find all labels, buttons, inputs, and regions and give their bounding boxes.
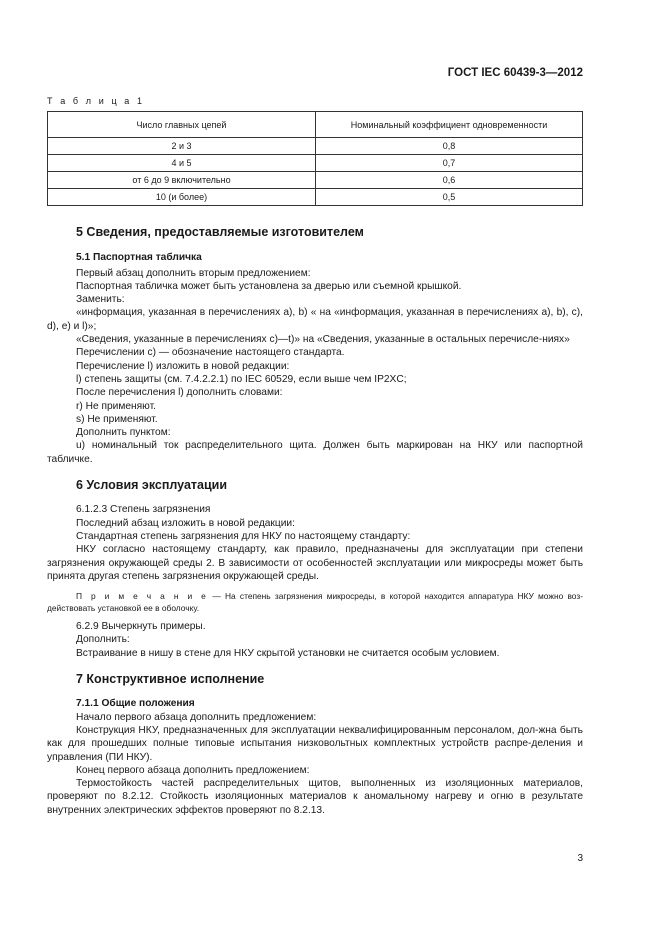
section-7-heading: 7 Конструктивное исполнение	[76, 672, 265, 687]
paragraph: Начало первого абзаца дополнить предложением:	[76, 711, 317, 723]
paragraph: Конструкция НКУ, предназначенных для эксплуатации неквалифицированным персоналом, дол-жна быть как для прошедших полные типовые испытания низковольтных комплектных устройств распре-деления и управления (ПИ НКУ).	[47, 724, 583, 763]
table-cell-factor: 0,5	[316, 189, 583, 206]
table-row	[48, 138, 583, 155]
paragraph: Перечисление l) изложить в новой редакции:	[76, 360, 290, 372]
table-row	[48, 155, 583, 172]
paragraph: Стандартная степень загрязнения для НКУ по настоящему стандарту:	[76, 530, 411, 542]
document-body	[47, 226, 583, 817]
list-item: l) степень защиты (см. 7.4.2.2.1) по IEC 60529, если выше чем IP2XC;	[76, 373, 407, 385]
table-header-factor: Номинальный коэффициент одновременности	[316, 112, 583, 138]
document-id: ГОСТ IEC 60439-3—2012	[447, 67, 583, 79]
table-header-circuits: Число главных цепей	[48, 112, 316, 138]
section-7-1-1-heading: 7.1.1 Общие положения	[76, 698, 195, 710]
paragraph: 6.2.9 Вычеркнуть примеры.	[76, 621, 206, 633]
note-text: — На степень загрязнения микросреды, в которой находится аппаратура НКУ можно воз-действовать установкой ее в оболочку.	[47, 591, 583, 614]
table-cell-factor: 0,7	[316, 155, 583, 172]
paragraph: НКУ согласно настоящему стандарту, как правило, предназначены для эксплуатации при степени загрязнения окружающей среды 2. В зависимости от особенностей эксплуатации или микросреды может быть принята другая степень загрязнения окружающей среды.	[47, 544, 583, 582]
page-number: 3	[577, 853, 583, 864]
note	[47, 590, 583, 614]
table-cell-circuits: от 6 до 9 включительно	[48, 172, 316, 189]
paragraph: Конец первого абзаца дополнить предложением:	[76, 764, 310, 776]
paragraph: Перечислении с) — обозначение настоящего стандарта.	[76, 347, 345, 359]
paragraph: Заменить:	[76, 294, 125, 306]
table-cell-circuits: 10 (и более)	[48, 189, 316, 206]
paragraph: Последний абзац изложить в новой редакции:	[76, 517, 295, 529]
paragraph: «Сведения, указанные в перечислениях с)—t)» на «Сведения, указанные в остальных перечисле-ниях»	[76, 334, 570, 346]
table-caption: Т а б л и ц а 1	[47, 96, 145, 106]
list-item: u) номинальный ток распределительного щита. Должен быть маркирован на НКУ или паспортной табличке.	[47, 440, 583, 465]
paragraph: После перечисления l) дополнить словами:	[76, 387, 283, 399]
table-row	[48, 189, 583, 206]
paragraph: Дополнить пунктом:	[76, 427, 171, 439]
list-item: r) Не применяют.	[76, 400, 156, 412]
table-header-row	[48, 112, 583, 138]
section-5-1-heading: 5.1 Паспортная табличка	[76, 252, 202, 264]
paragraph: Первый абзац дополнить вторым предложением:	[76, 267, 311, 279]
table-cell-circuits: 4 и 5	[48, 155, 316, 172]
paragraph: Встраивание в нишу в стене для НКУ скрытой установки не считается особым условием.	[76, 647, 500, 659]
paragraph: Термостойкость частей распределительных щитов, выполненных из изоляционных материалов, проверяют по 8.2.12. Стойкость изоляционных материалов к аномальному нагреву и огню в результате внутренних электрических эффектов проверяют по 8.2.13.	[47, 778, 583, 816]
table-cell-circuits: 2 и 3	[48, 138, 316, 155]
paragraph: Дополнить:	[76, 634, 130, 646]
note-label: П р и м е ч а н и е	[76, 591, 209, 602]
table-cell-factor: 0,8	[316, 138, 583, 155]
list-item: s) Не применяют.	[76, 413, 158, 425]
table-row	[48, 172, 583, 189]
coincidence-factor-table	[47, 111, 583, 206]
section-6-heading: 6 Условия эксплуатации	[76, 478, 228, 493]
table-cell-factor: 0,6	[316, 172, 583, 189]
paragraph: «информация, указанная в перечислениях а), b) « на «информация, указанная в перечислениях а), b), с), d), е) и l)»;	[47, 307, 583, 332]
paragraph: 6.1.2.3 Степень загрязнения	[76, 504, 211, 516]
paragraph: Паспортная табличка может быть установлена за дверью или съемной крышкой.	[76, 280, 462, 292]
section-5-heading: 5 Сведения, предоставляемые изготовителем	[76, 225, 364, 239]
